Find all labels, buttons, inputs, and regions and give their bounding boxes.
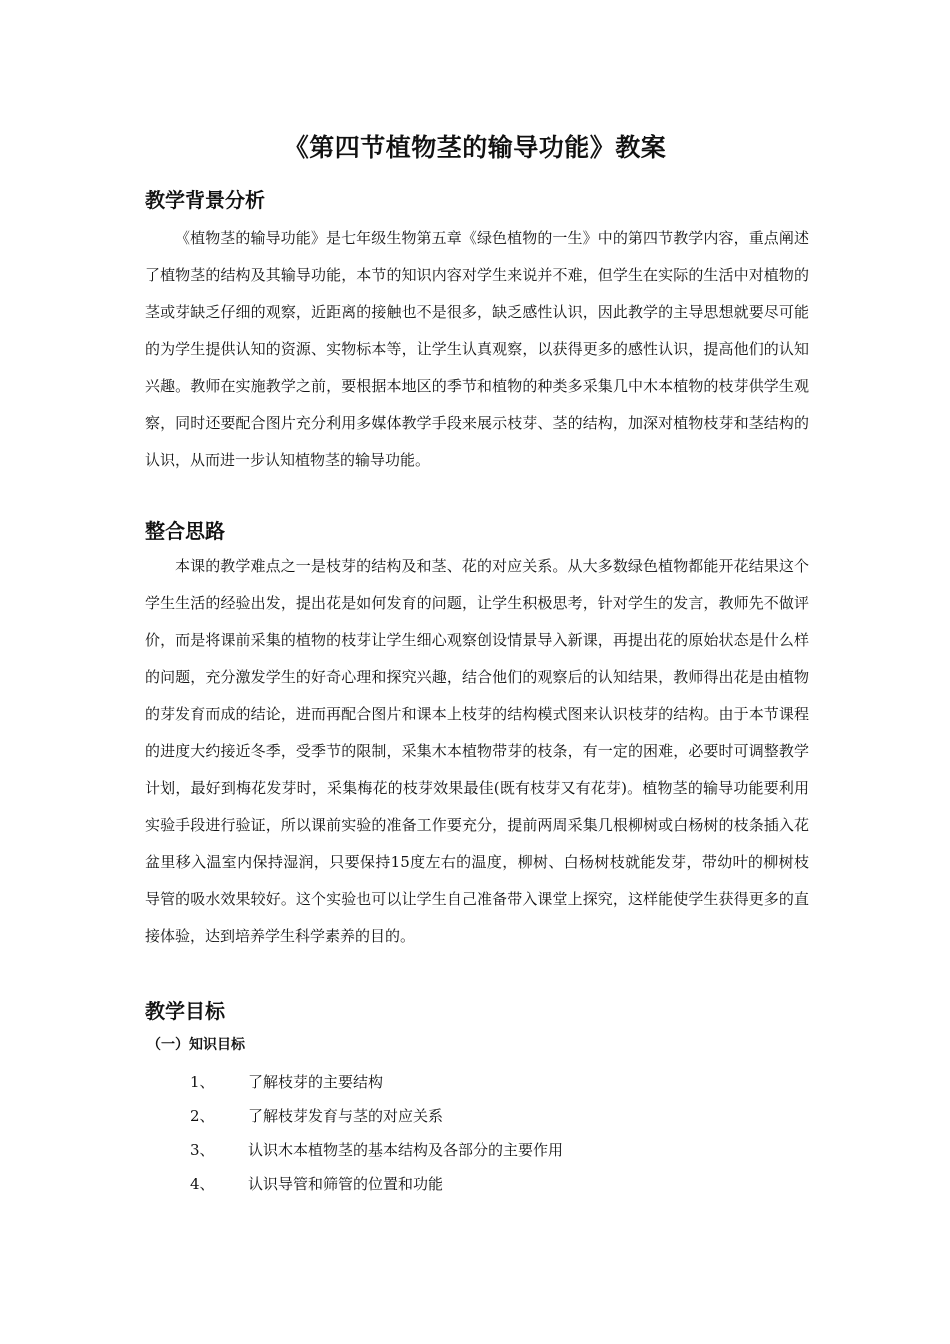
list-item — [0, 1167, 950, 1201]
objectives-list — [0, 1065, 950, 1201]
list-item-text: 了解枝芽发育与茎的对应关系 — [248, 1107, 444, 1125]
integration-paragraph: 本课的教学难点之一是枝芽的结构及和茎、花的对应关系。从大多数绿色植物都能开花结果这个学生生活的经验出发，提出花是如何发育的问题，让学生积极思考，针对学生的发言，教师先不做评价，而是将课前采集的植物的枝芽让学生细心观察创设情景导入新课，再提出花的原始状态是什么样的问题，充分激发学生的好奇心理和探究兴趣，结合他们的观察后的认知结果，教师得出花是由植物的芽发育而成的结论，进而再配合图片和课本上枝芽的结构模式图来认识枝芽的结构。由于本节课程的进度大约接近冬季，受季节的限制，采集木本植物带芽的枝条，有一定的困难，必要时可调整教学计划，最好到梅花发芽时，采集梅花的枝芽效果最佳(既有枝芽又有花芽)。植物茎的输导功能要利用实验手段进行验证，所以课前实验的准备工作要充分，提前两周采集几根柳树或白杨树的枝条插入花盆里移入温室内保持湿润，只要保持15度左右的温度，柳树、白杨树枝就能发芽，带幼叶的柳树枝导管的吸水效果较好。这个实验也可以让学生自己准备带入课堂上探究，这样能使学生获得更多的直接体验，达到培养学生科学素养的目的。 — [145, 557, 809, 945]
list-item-number: 1、 — [190, 1073, 215, 1091]
section-heading-background: 教学背景分析 — [145, 188, 265, 212]
list-item-text: 了解枝芽的主要结构 — [248, 1073, 384, 1091]
document-title: 《第四节植物茎的输导功能》教案 — [283, 133, 667, 162]
background-paragraph: 《植物茎的输导功能》是七年级生物第五章《绿色植物的一生》中的第四节教学内容，重点阐述了植物茎的结构及其输导功能，本节的知识内容对学生来说并不难，但学生在实际的生活中对植物的茎或芽缺乏仔细的观察，近距离的接触也不是很多，缺乏感性认识，因此教学的主导思想就要尽可能的为学生提供认知的资源、实物标本等，让学生认真观察，以获得更多的感性认识，提高他们的认知兴趣。教师在实施教学之前，要根据本地区的季节和植物的种类多采集几中木本植物的枝芽供学生观察，同时还要配合图片充分利用多媒体教学手段来展示枝芽、茎的结构，加深对植物枝芽和茎结构的认识，从而进一步认知植物茎的输导功能。 — [145, 229, 809, 469]
list-item-number: 2、 — [190, 1107, 215, 1125]
list-item — [0, 1065, 950, 1099]
section-heading-objectives: 教学目标 — [145, 999, 225, 1023]
list-item-number: 4、 — [190, 1175, 215, 1193]
list-item — [0, 1099, 950, 1133]
list-item — [0, 1133, 950, 1167]
list-item-text: 认识导管和筛管的位置和功能 — [248, 1175, 444, 1193]
list-item-number: 3、 — [190, 1141, 215, 1159]
list-item-text: 认识木本植物茎的基本结构及各部分的主要作用 — [248, 1141, 564, 1159]
section-heading-integration: 整合思路 — [145, 519, 225, 543]
knowledge-objectives-heading: （一）知识目标 — [147, 1037, 245, 1053]
